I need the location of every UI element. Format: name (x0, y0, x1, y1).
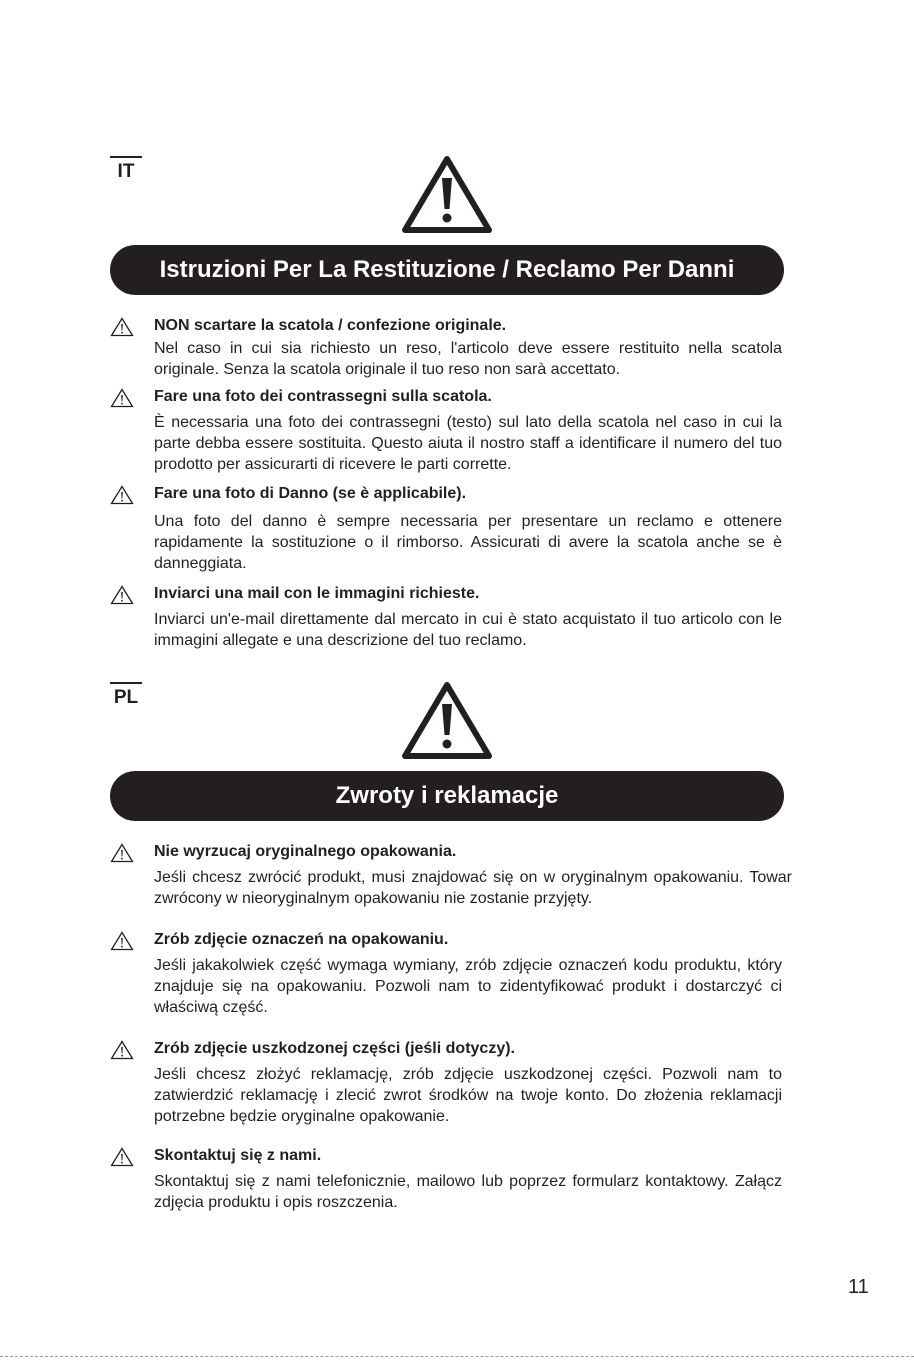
instruction-item-it-2 (110, 387, 782, 475)
instruction-title: Fare una foto dei contrassegni sulla scatola. (154, 388, 492, 405)
warning-triangle-small-icon (110, 931, 134, 951)
instruction-item-pl-1 (110, 842, 792, 909)
instruction-body: Jeśli chcesz złożyć reklamację, zrób zdjęcie uszkodzonej części. Pozwoli nam to zatwierdzić reklamację i zlecić zwrot środków na twoje konto. Do złożenia reklamacji potrzebne będzie oryginalne opakowanie. (154, 1066, 782, 1125)
instruction-item-it-1 (110, 316, 782, 380)
instruction-body: Jeśli chcesz zwrócić produkt, musi znajdować się on w oryginalnym opakowaniu. Towar zwrócony w nieoryginalnym opakowaniu nie zostanie przyjęty. (154, 869, 792, 907)
warning-triangle-icon (401, 154, 493, 234)
language-code-it: IT (110, 156, 142, 182)
instruction-item-it-3 (110, 484, 782, 574)
page-number: 11 (848, 1276, 869, 1298)
warning-triangle-small-icon (110, 843, 134, 863)
instruction-item-pl-4 (110, 1146, 782, 1213)
instruction-item-pl-3 (110, 1039, 782, 1127)
instruction-body: Una foto del danno è sempre necessaria per presentare un reclamo e ottenere rapidamente la sostituzione o il rimborso. Assicurati di avere la scatola anche se è danneggiata. (154, 513, 782, 572)
instruction-title: Skontaktuj się z nami. (154, 1147, 322, 1164)
instruction-body: Skontaktuj się z nami telefonicznie, mailowo lub poprzez formularz kontaktowy. Załącz zdjęcia produktu i opis roszczenia. (154, 1173, 782, 1211)
warning-triangle-small-icon (110, 388, 134, 408)
warning-triangle-icon (401, 680, 493, 760)
instruction-title: Nie wyrzucaj oryginalnego opakowania. (154, 843, 457, 860)
section-banner-pl: Zwroty i reklamacje (110, 771, 784, 821)
section-banner-it: Istruzioni Per La Restituzione / Reclamo Per Danni (110, 245, 784, 295)
language-code-pl: PL (110, 682, 142, 708)
instruction-title: Fare una foto di Danno (se è applicabile). (154, 485, 467, 502)
warning-triangle-small-icon (110, 585, 134, 605)
instruction-body: Inviarci un'e-mail direttamente dal mercato in cui è stato acquistato il tuo articolo con le immagini allegate e una descrizione del tuo reclamo. (154, 611, 782, 649)
instruction-title: NON scartare la scatola / confezione originale. (154, 317, 507, 334)
warning-triangle-small-icon (110, 317, 134, 337)
instruction-item-pl-2 (110, 930, 782, 1018)
instruction-body: Nel caso in cui sia richiesto un reso, l'articolo deve essere restituito nella scatola originale. Senza la scatola originale il tuo reso non sarà accettato. (154, 340, 782, 378)
page-bottom-rule (0, 1356, 914, 1357)
warning-triangle-small-icon (110, 1040, 134, 1060)
instruction-title: Zrób zdjęcie oznaczeń na opakowaniu. (154, 931, 449, 948)
instruction-item-it-4 (110, 584, 782, 651)
instruction-body: È necessaria una foto dei contrassegni (testo) sul lato della scatola nel caso in cui la parte debba essere sostituita. Questo aiuta il nostro staff a identificare il numero del tuo prodotto per assicurarti di ricevere le parti corrette. (154, 414, 782, 473)
instruction-body: Jeśli jakakolwiek część wymaga wymiany, zrób zdjęcie oznaczeń kodu produktu, który znajduje się na opakowaniu. Pozwoli nam to zidentyfikować produkt i dostarczyć ci właściwą część. (154, 957, 782, 1016)
warning-triangle-small-icon (110, 485, 134, 505)
instruction-title: Zrób zdjęcie uszkodzonej części (jeśli dotyczy). (154, 1040, 515, 1057)
instruction-title: Inviarci una mail con le immagini richieste. (154, 585, 480, 602)
warning-triangle-small-icon (110, 1147, 134, 1167)
